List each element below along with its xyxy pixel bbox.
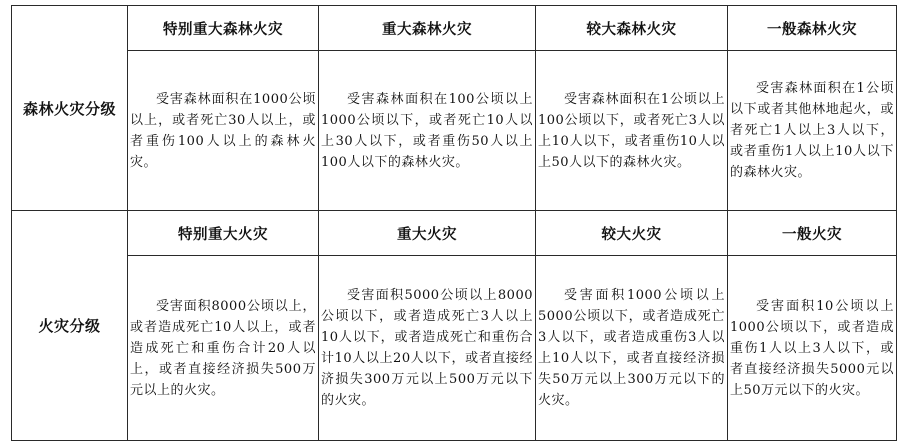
fire-grade-label: 火灾分级 xyxy=(12,211,128,441)
forest-header-major: 重大森林火灾 xyxy=(319,6,536,51)
fire-text-major: 受害面积5000公顷以上8000公顷以下，或者造成死亡3人以上10人以下，或者造成死亡和重伤合计10人以上20人以下，或者直接经济损失300万元以上500万元以下的火灾。 xyxy=(321,288,533,408)
fire-text-especially-major: 受害面积8000公顷以上，或者造成死亡10人以上，或者造成死亡和重伤合计20人以上，或者直接经济损失500万元以上的火灾。 xyxy=(130,298,316,398)
forest-header-general: 一般森林火灾 xyxy=(728,6,897,51)
forest-cell-larger xyxy=(536,51,728,211)
forest-header-especially-major: 特别重大森林火灾 xyxy=(128,6,319,51)
forest-text-larger: 受害森林面积在1公顷以上100公顷以下，或者死亡3人以上10人以下，或者重伤10人以上50人以下的森林火灾。 xyxy=(538,91,725,170)
fire-header-major: 重大火灾 xyxy=(319,211,536,256)
fire-header-especially-major: 特别重大火灾 xyxy=(128,211,319,256)
fire-header-general: 一般火灾 xyxy=(728,211,897,256)
fire-header-row xyxy=(12,211,897,256)
forest-fire-grade-label: 森林火灾分级 xyxy=(12,6,128,211)
forest-criteria-row xyxy=(12,51,897,211)
forest-cell-general xyxy=(728,51,897,211)
forest-text-especially-major: 受害森林面积在1000公顷以上，或者死亡30人以上，或者重伤100人以上的森林火灾。 xyxy=(130,91,316,170)
forest-text-general: 受害森林面积在1公顷以下或者其他林地起火，或者死亡1人以上3人以下，或者重伤1人以上10人以下的森林火灾。 xyxy=(730,81,894,180)
fire-cell-larger xyxy=(536,256,728,441)
forest-header-row xyxy=(12,6,897,51)
forest-text-major: 受害森林面积在100公顷以上1000公顷以下，或者死亡10人以上30人以下，或者重伤50人以上100人以下的森林火灾。 xyxy=(321,91,533,170)
forest-header-larger: 较大森林火灾 xyxy=(536,6,728,51)
fire-text-general: 受害面积10公顷以上1000公顷以下，或者造成重伤1人以上3人以下，或者直接经济损失5000元以上50万元以下的火灾。 xyxy=(730,298,894,398)
fire-cell-major xyxy=(319,256,536,441)
fire-cell-general xyxy=(728,256,897,441)
fire-cell-especially-major xyxy=(128,256,319,441)
fire-classification-table xyxy=(11,5,897,441)
fire-criteria-row xyxy=(12,256,897,441)
fire-header-larger: 较大火灾 xyxy=(536,211,728,256)
forest-cell-especially-major xyxy=(128,51,319,211)
forest-cell-major xyxy=(319,51,536,211)
fire-text-larger: 受害面积1000公顷以上5000公顷以下，或者造成死亡3人以下，或者造成重伤3人以上10人以下，或者直接经济损失50万元以上300万元以下的火灾。 xyxy=(538,288,725,408)
